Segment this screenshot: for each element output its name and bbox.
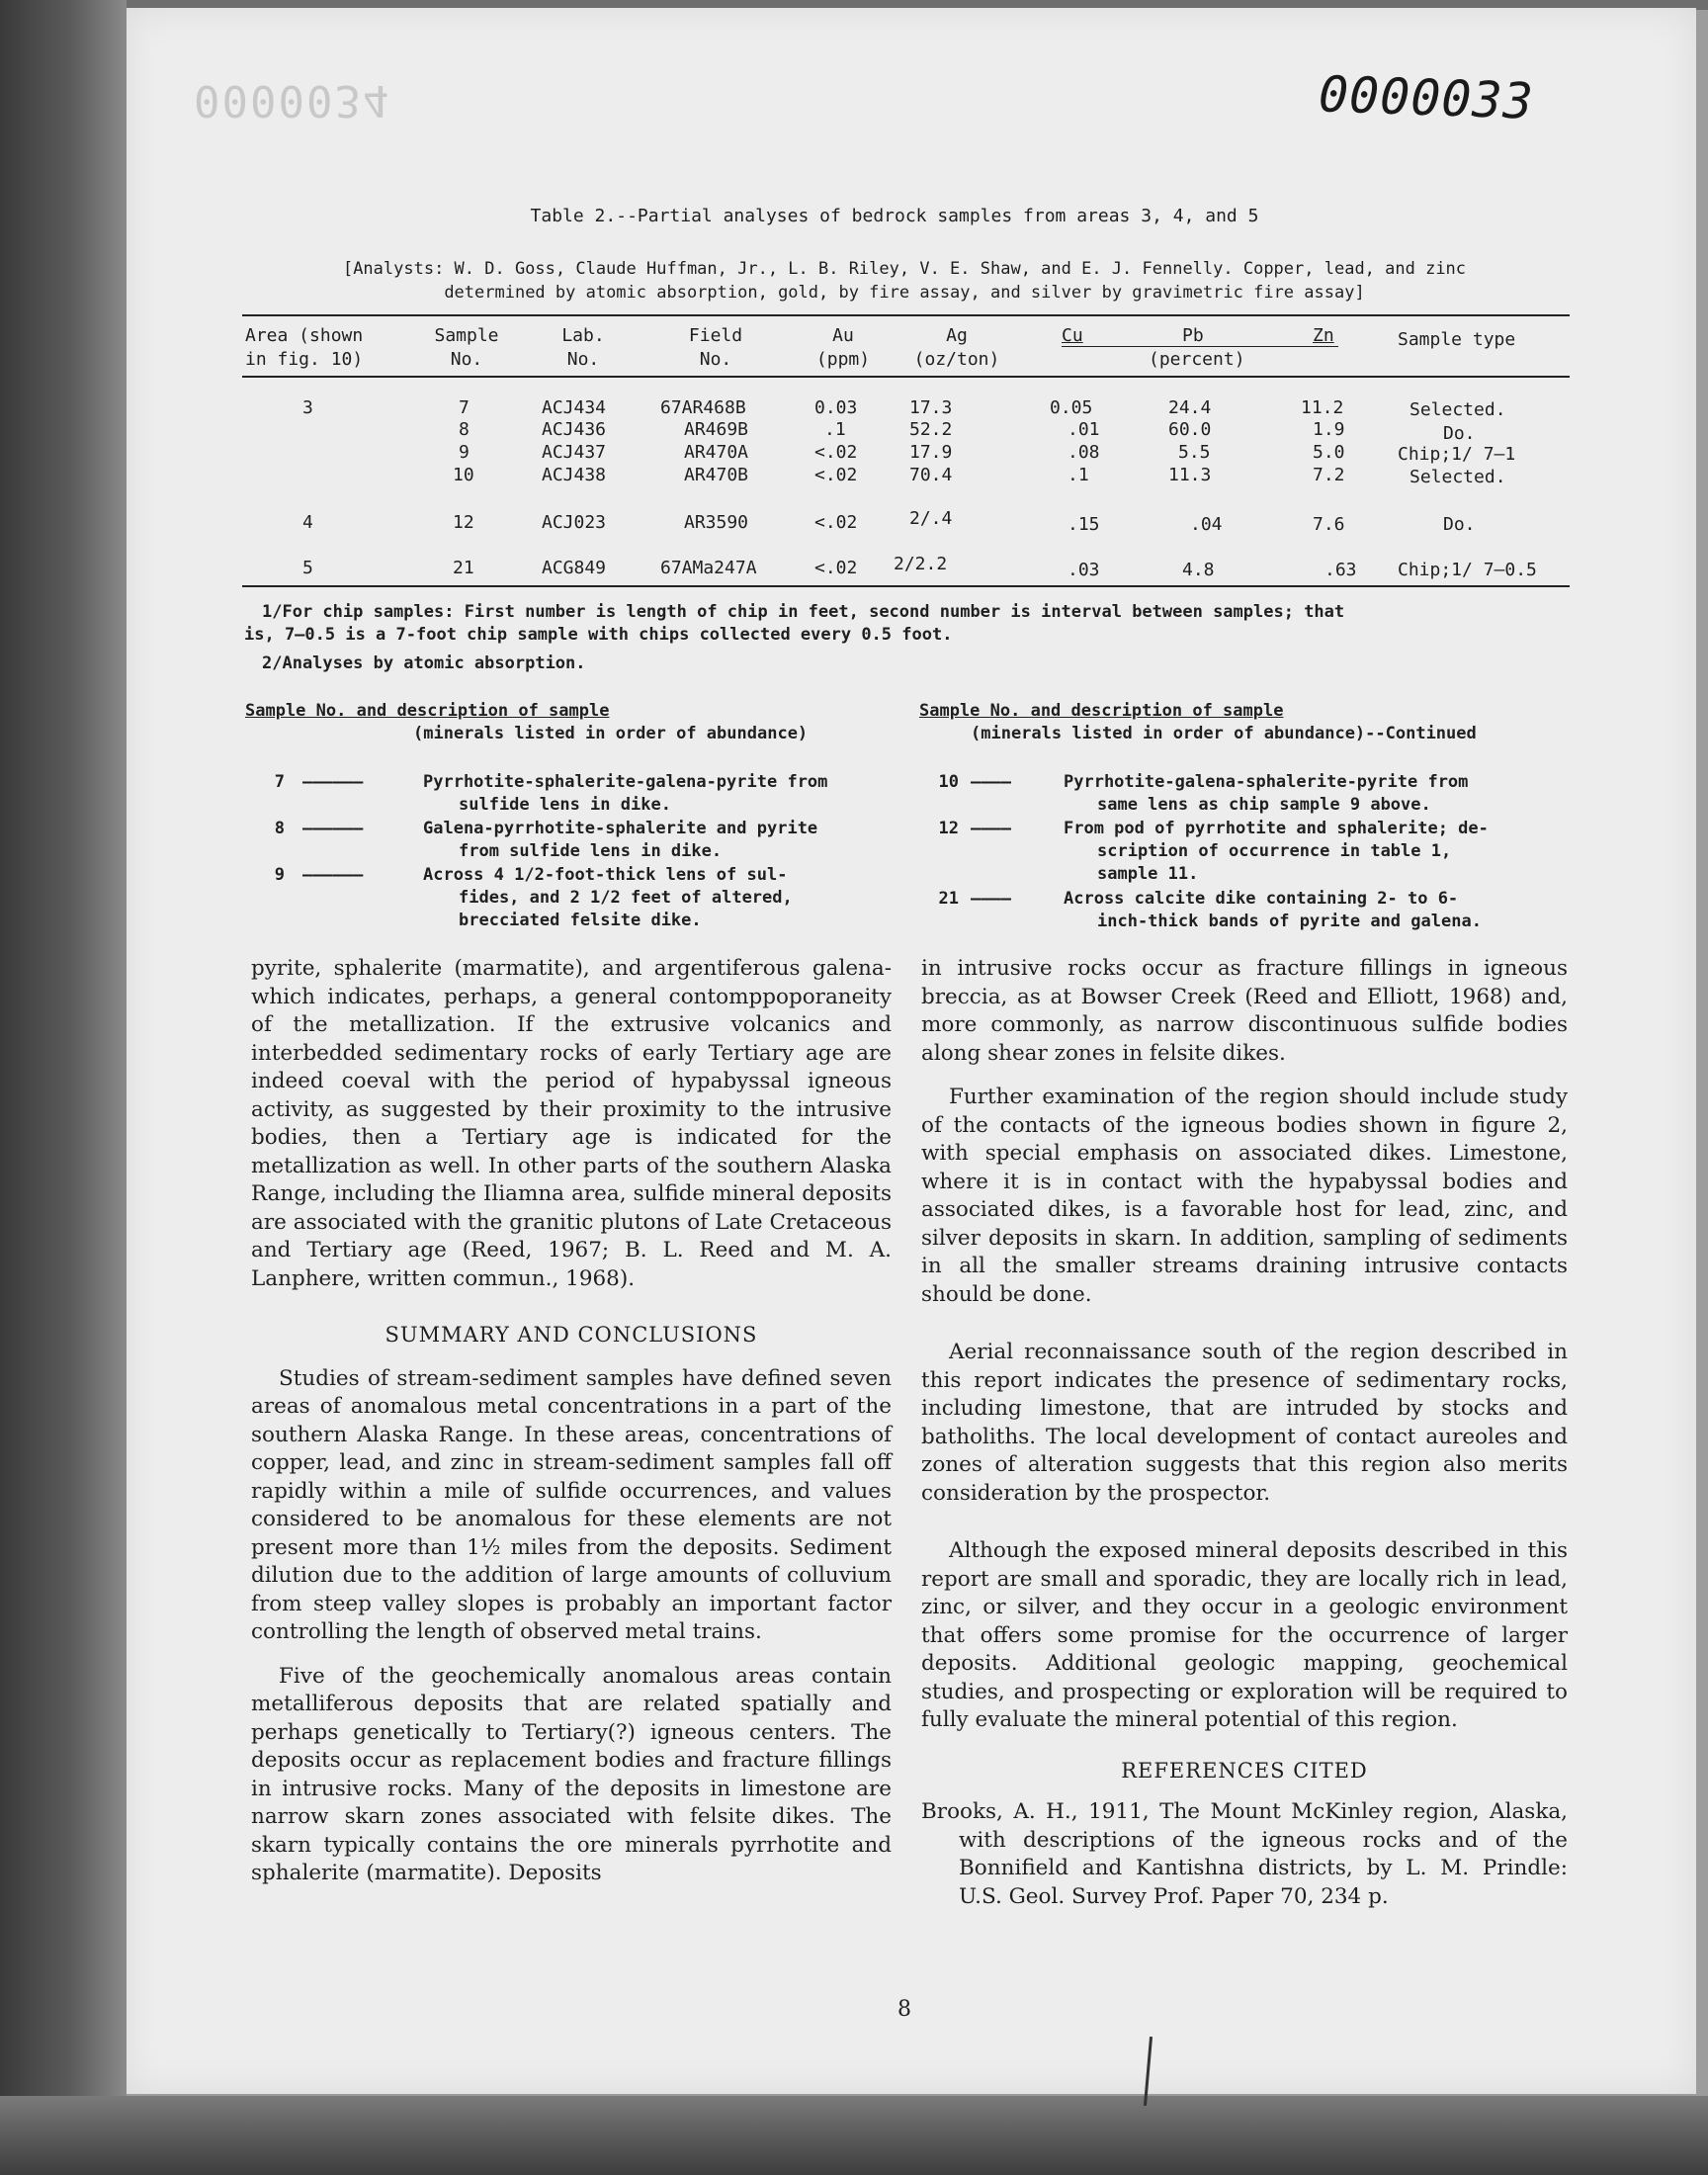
analysts-line-2: determined by atomic absorption, gold, by fire assay, and silver by gravimetric fire assay] (444, 283, 1365, 303)
cell-sample: 12 (453, 512, 474, 533)
cell-zn: 7.2 (1313, 465, 1345, 485)
section-title-references: REFERENCES CITED (1121, 1758, 1368, 1783)
cell-cu: 0.05 (1050, 397, 1093, 418)
table-analysts-note (242, 257, 1567, 304)
paragraph: pyrite, sphalerite (marmatite), and argentiferous galena-which indicates, perhaps, a general contomppoporaneity of the metallization. If the extrusive volcanics and interbedded sedimentary rocks of early Tertiary age are indeed coeval with the period of hypabyssal igneous activity, as suggested by their proximity to the intrusive bodies, then a Tertiary age is indicated for the metallization as well. In other parts of the southern Alaska Range, including the Iliamna area, sulfide mineral deposits are associated with the granitic plutons of Late Cretaceous and Tertiary age (Reed, 1967; B. L. Reed and M. A. Lanphere, written commun., 1968). (251, 956, 892, 1291)
header-field: Field No. (688, 325, 743, 370)
sample-desc-heading-right: Sample No. and description of sample (minerals listed in order of abundance)--Continued (919, 701, 1477, 743)
cell-field: 67AR468B (660, 397, 746, 418)
sample-desc-item: 12 ———— From pod of pyrrhotite and sphalerite; de- scription of occurrence in table 1, sample 11. (938, 819, 1489, 884)
cell-sample: 8 (459, 419, 470, 440)
cell-au: 0.03 (814, 397, 858, 418)
cell-field: AR469B (684, 419, 749, 440)
section-title-summary: SUMMARY AND CONCLUSIONS (384, 1323, 758, 1347)
sample-desc-item: 10 ———— Pyrrhotite-galena-sphalerite-pyrite from same lens as chip sample 9 above. (938, 772, 1469, 815)
cell-field: AR3590 (684, 512, 749, 533)
cell-sample: 7 (459, 397, 470, 418)
body-left-column (251, 955, 892, 1888)
cell-zn: 7.6 (1313, 514, 1345, 535)
header-au: Au (ppm) (815, 325, 871, 370)
cell-cu: .01 (1068, 419, 1100, 440)
header-lab: Lab. No. (561, 325, 605, 370)
cell-sample: 21 (453, 558, 474, 578)
cell-lab: ACJ436 (542, 419, 607, 440)
header-sample-type: Sample type (1398, 329, 1516, 350)
cell-au: .1 (824, 419, 846, 440)
header-zn: Zn (1313, 325, 1334, 346)
cell-zn: 11.2 (1301, 397, 1344, 418)
percent-rule (1062, 346, 1338, 347)
cell-pb: 11.3 (1168, 465, 1212, 485)
faint-bleedthrough-number: 0000034 (194, 75, 391, 126)
cell-au: <.02 (814, 558, 858, 578)
cell-ag: 2/2.2 (894, 554, 948, 574)
cell-cu: .08 (1068, 442, 1100, 463)
cell-sample: 10 (453, 465, 474, 485)
paragraph: Five of the geochemically anomalous areas contain metalliferous deposits that are related spatially and perhaps genetically to Tertiary(?) igneous centers. The deposits occur as replacement bodies and fracture fillings in intrusive rocks. Many of the deposits in limestone are narrow skarn zones associated with felsite dikes. The skarn typically contains the ore minerals pyrrhotite and sphalerite (marmatite). Deposits (251, 1663, 892, 1885)
cell-area: 5 (302, 558, 313, 578)
paragraph: Although the exposed mineral deposits described in this report are small and sporadic, they are locally rich in lead, zinc, or silver, and they occur in a geologic environment that offers some promise for the occurrence of larger deposits. Additional geologic mapping, geochemical studies, and prospecting or exploration will be required to fully evaluate the mineral potential of this region. (921, 1538, 1568, 1732)
body-right-column (921, 955, 1568, 1911)
header-area: Area (shown in fig. 10) (245, 325, 364, 370)
table-title: Table 2.--Partial analyses of bedrock samples from areas 3, 4, and 5 (530, 206, 1259, 226)
cell-type: Chip;1/ 7—0.5 (1398, 560, 1537, 580)
paragraph: Further examination of the region should include study of the contacts of the igneous bodies shown in figure 2, with special emphasis on associated dikes. Limestone, where it is in contact with the hypabyssal bodies and associated dikes, is a favorable host for lead, zinc, and silver deposits in skarn. In addition, sampling of sediments in all the smaller streams draining intrusive contacts should be done. (921, 1085, 1568, 1307)
cell-type: Do. (1443, 514, 1476, 535)
header-sample: Sample No. (434, 325, 499, 370)
footnote-2: 2/Analyses by atomic absorption. (262, 653, 586, 673)
cell-area: 3 (302, 397, 313, 418)
cell-ag: 17.9 (909, 442, 953, 463)
cell-type: Selected. (1409, 467, 1506, 487)
cell-ag: 52.2 (909, 419, 953, 440)
cell-cu: .1 (1068, 465, 1089, 485)
table-bottom-rule (242, 585, 1570, 587)
cell-field: AR470B (684, 465, 749, 485)
sample-desc-item: 7 —————— Pyrrhotite-sphalerite-galena-pyrite from sulfide lens in dike. (274, 772, 828, 815)
reference-entry: Brooks, A. H., 1911, The Mount McKinley region, Alaska, with descriptions of the igneous rocks and of the Bonnifield and Kantishna districts, by L. M. Prindle: U.S. Geol. Survey Prof. Paper 70, 234 p. (921, 1799, 1568, 1909)
sample-desc-item: 21 ———— Across calcite dike containing 2- to 6- inch-thick bands of pyrite and galena. (938, 889, 1482, 931)
sample-desc-heading-left: Sample No. and description of sample (minerals listed in order of abundance) (245, 701, 809, 743)
cell-pb: 4.8 (1182, 560, 1215, 580)
sample-desc-item: 8 —————— Galena-pyrrhotite-sphalerite and pyrite from sulfide lens in dike. (274, 819, 818, 861)
cell-lab: ACJ438 (542, 465, 607, 485)
cell-ag: 17.3 (909, 397, 953, 418)
paragraph: Studies of stream-sediment samples have defined seven areas of anomalous metal concentrations in a part of the southern Alaska Range. In these areas, concentrations of copper, lead, and zinc in stream-sediment samples fall off rapidly within a mile of sulfide occurrences, and values considered to be anomalous for these elements are not present more than 1½ miles from the deposits. Sediment dilution due to the addition of large amounts of colluvium from steep valley slopes is probably an important factor controlling the length of observed metal trains. (251, 1365, 892, 1644)
cell-zn: .63 (1324, 560, 1357, 580)
footnote-1: 1/For chip samples: First number is length of chip in feet, second number is interval between samples; that is, 7—0.5 is a 7-foot chip sample with chips collected every 0.5 foot. (244, 602, 1345, 645)
cell-lab: ACJ437 (542, 442, 607, 463)
paragraph: Aerial reconnaissance south of the region described in this report indicates the presence of sedimentary rocks, including limestone, that are intruded by stocks and batholiths. The local development of contact aureoles and zones of alteration suggests that this region also merits consideration by the prospector. (921, 1340, 1568, 1506)
scan-shadow-left (0, 0, 127, 2175)
cell-area: 4 (302, 512, 313, 533)
header-pb: Pb (1182, 325, 1204, 346)
sample-desc-item: 9 —————— Across 4 1/2-foot-thick lens of sul- fides, and 2 1/2 feet of altered, brecciated felsite dike. (274, 865, 793, 930)
cell-ag: 2/.4 (909, 508, 953, 529)
cell-type: Do. (1443, 423, 1476, 444)
cell-field: AR470A (684, 442, 749, 463)
header-bottom-rule (242, 376, 1570, 378)
cell-pb: .04 (1190, 514, 1223, 535)
scan-shadow-bottom (0, 2096, 1708, 2175)
cell-lab: ACJ434 (542, 397, 607, 418)
cell-cu: .03 (1068, 560, 1100, 580)
cell-pb: 5.5 (1178, 442, 1211, 463)
table-top-rule (242, 314, 1570, 316)
cell-type: Chip;1/ 7—1 (1398, 444, 1516, 465)
analysts-line-1: [Analysts: W. D. Goss, Claude Huffman, Jr., L. B. Riley, V. E. Shaw, and E. J. Fennelly. Copper, lead, and zinc (342, 259, 1467, 279)
cell-zn: 1.9 (1313, 419, 1345, 440)
cell-type: Selected. (1409, 399, 1506, 420)
paragraph: in intrusive rocks occur as fracture fillings in igneous breccia, as at Bowser Creek (Reed and Elliott, 1968) and, more commonly, as narrow discontinuous sulfide bodies along shear zones in felsite dikes. (921, 956, 1568, 1066)
cell-pb: 24.4 (1168, 397, 1212, 418)
header-cu: Cu (1062, 325, 1083, 346)
page-id-stamp: 0000033 (1318, 65, 1535, 130)
cell-lab: ACG849 (542, 558, 607, 578)
cell-au: <.02 (814, 442, 858, 463)
page-number: 8 (897, 1997, 911, 2022)
header-percent: (percent) (1149, 349, 1245, 370)
cell-au: <.02 (814, 465, 858, 485)
cell-ag: 70.4 (909, 465, 953, 485)
cell-cu: .15 (1068, 514, 1100, 535)
cell-sample: 9 (459, 442, 470, 463)
header-ag: Ag (oz/ton) (913, 325, 1000, 370)
cell-pb: 60.0 (1168, 419, 1212, 440)
cell-field: 67AMa247A (660, 558, 757, 578)
cell-lab: ACJ023 (542, 512, 607, 533)
cell-au: <.02 (814, 512, 858, 533)
cell-zn: 5.0 (1313, 442, 1345, 463)
